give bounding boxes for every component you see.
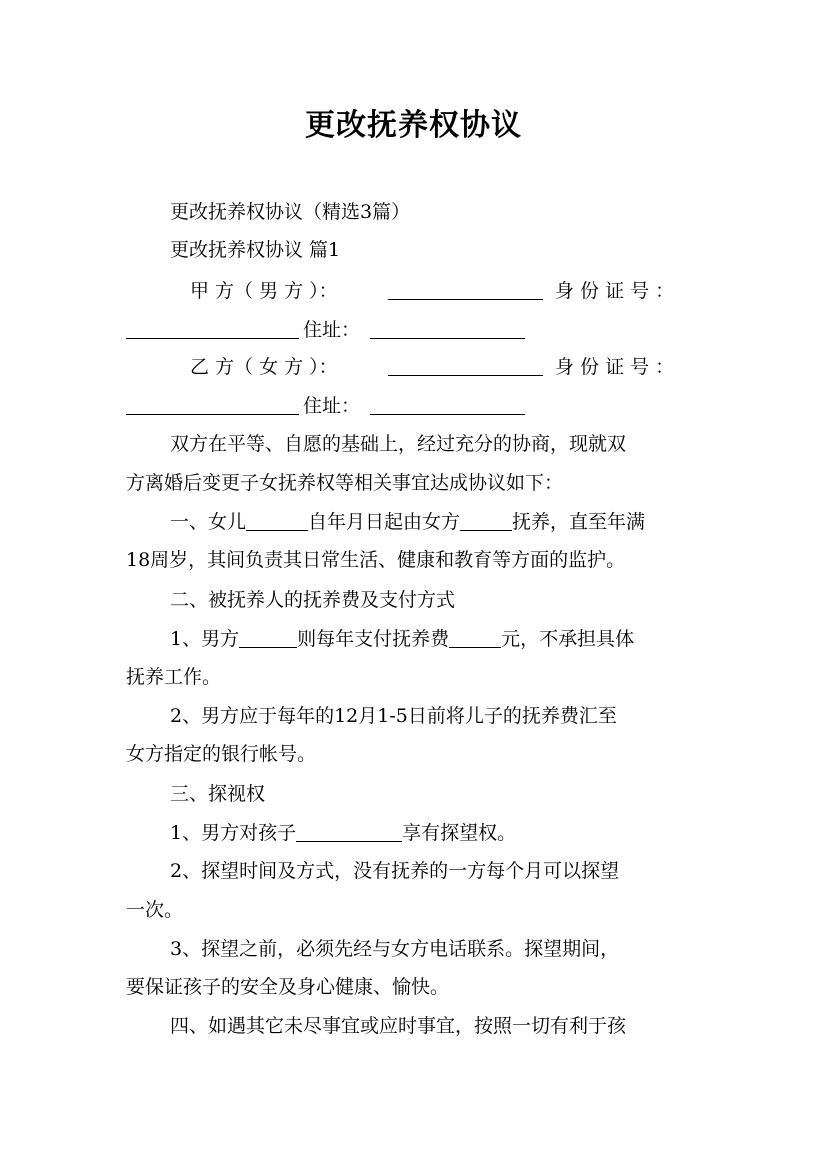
paragraph-intro-line-1: 双方在平等、自愿的基础上，经过充分的协商，现就双 <box>170 433 627 455</box>
party-a-name-blank <box>388 279 543 303</box>
clause-three-item-2-line-2: 一次。 <box>126 899 184 921</box>
clause-two-item-2-line-1: 2、男方应于每年的12月1-5日前将儿子的抚养费汇至 <box>170 705 617 727</box>
party-b-name-blank <box>388 355 543 379</box>
clause-one-line-1: 一、女儿 自年月日起由女方 抚养，直至年满 <box>170 511 646 533</box>
clause-two-heading: 二、被抚养人的抚养费及支付方式 <box>170 589 456 611</box>
clause-four-line-1: 四、如遇其它未尽事宜或应时事宜，按照一切有利于孩 <box>170 1015 627 1037</box>
paragraph-intro-line-2: 方离婚后变更子女抚养权等相关事宜达成协议如下： <box>126 472 564 494</box>
clause-three-heading: 三、探视权 <box>170 783 266 805</box>
document-title: 更改抚养权协议 <box>305 108 522 143</box>
party-a-id-blank <box>126 318 299 342</box>
party-b-address-label: 住址： <box>303 395 361 417</box>
party-b-id-label: 身 份 证 号 ： <box>555 356 675 378</box>
subtitle-line: 更改抚养权协议（精选3篇） <box>170 201 411 223</box>
clause-two-item-1-line-2: 抚养工作。 <box>126 666 222 688</box>
clause-three-item-3-line-1: 3、探望之前，必须先经与女方电话联系。探望期间， <box>170 938 620 960</box>
clause-three-item-2-line-1: 2、探望时间及方式，没有抚养的一方每个月可以探望 <box>170 860 620 882</box>
clause-one-line-2: 18周岁，其间负责其日常生活、健康和教育等方面的监护。 <box>126 549 626 571</box>
clause-two-item-2-line-2: 女方指定的银行帐号。 <box>126 743 317 765</box>
clause-three-item-3-line-2: 要保证孩子的安全及身心健康、愉快。 <box>126 976 450 998</box>
party-a-address-label: 住址： <box>303 319 361 341</box>
clause-three-item-1: 1、男方对孩子 享有探望权。 <box>170 822 517 844</box>
party-b-label: 乙 方（ 女 方 ）： <box>190 356 338 378</box>
clause-two-item-1-line-1: 1、男方 则每年支付抚养费 元，不承担具体 <box>170 628 635 650</box>
party-b-id-blank <box>126 394 299 418</box>
party-a-address-blank <box>370 318 525 342</box>
section-heading: 更改抚养权协议 篇1 <box>170 239 341 261</box>
party-a-label: 甲 方（ 男 方 ）： <box>190 280 338 302</box>
party-b-address-blank <box>370 394 525 418</box>
party-a-id-label: 身 份 证 号 ： <box>555 280 675 302</box>
